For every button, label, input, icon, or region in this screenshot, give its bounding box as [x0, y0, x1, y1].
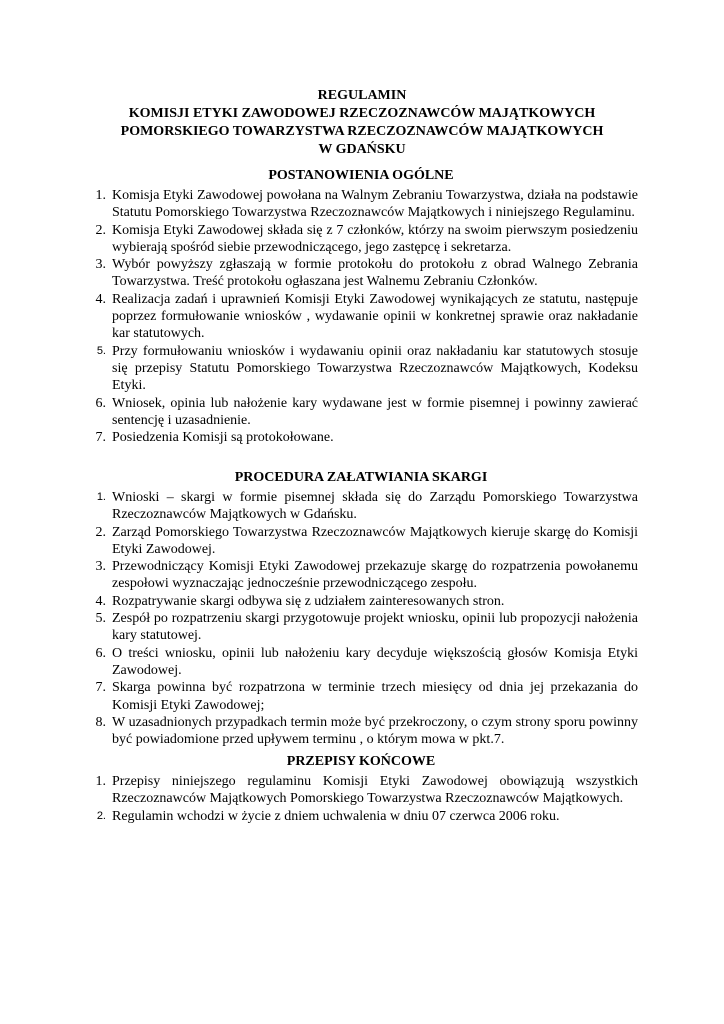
item-text: Przewodniczący Komisji Etyki Zawodowej przekazuje skargę do rozpatrzenia powołanemu zespołowi wyznaczając jednocześnie przewodniczącego zespołu.: [112, 559, 638, 592]
item-number: 2.: [95, 222, 106, 238]
item-text: Regulamin wchodzi w życie z dniem uchwalenia w dniu 07 czerwca 2006 roku.: [112, 808, 560, 824]
item-text: Wniosek, opinia lub nałożenie kary wydawane jest w formie pisemnej i powinny zawierać sentencję i uzasadnienie.: [112, 395, 638, 428]
item-number: 2.: [95, 524, 106, 540]
list-item: [84, 429, 638, 446]
section-heading: PRZEPISY KOŃCOWE: [286, 754, 436, 769]
list-item: [84, 395, 638, 430]
item-number: 7.: [95, 680, 106, 696]
section-general-provisions: [84, 167, 638, 446]
item-number: 1.: [96, 491, 106, 503]
title-line: POMORSKIEGO TOWARZYSTWA RZECZOZNAWCÓW MAJĄTKOWYCH: [120, 124, 604, 139]
section-final-provisions: [84, 753, 638, 825]
document-title: [0, 87, 724, 159]
list-item: [84, 558, 638, 593]
section-heading: POSTANOWIENIA OGÓLNE: [268, 168, 454, 183]
section-complaint-procedure: [84, 469, 638, 748]
item-number: 6.: [95, 395, 106, 411]
list-item: [84, 343, 638, 395]
list-item: [84, 773, 638, 808]
numbered-list: [84, 773, 638, 825]
list-item: [84, 291, 638, 343]
list-item: [84, 593, 638, 610]
list-item: [84, 714, 638, 749]
item-number: 3.: [95, 559, 106, 575]
list-item: [84, 187, 638, 222]
item-text: O treści wniosku, opinii lub nałożeniu kary decyduje większością głosów Komisja Etyki Zawodowej.: [112, 645, 638, 678]
numbered-list: [84, 489, 638, 748]
item-number: 7.: [95, 430, 106, 446]
item-number: 3.: [95, 257, 106, 273]
item-number: 4.: [95, 291, 106, 307]
numbered-list: [84, 187, 638, 446]
item-text: Wnioski – skargi w formie pisemnej składa się do Zarządu Pomorskiego Towarzystwa Rzeczoznawców Majątkowych w Gdańsku.: [112, 490, 638, 523]
item-number: 6.: [95, 645, 106, 661]
list-item: [84, 645, 638, 680]
list-item: [84, 524, 638, 559]
list-item: [84, 679, 638, 714]
item-text: Realizacja zadań i uprawnień Komisji Etyki Zawodowej wynikających ze statutu, następuje poprzez formułowanie wniosków , wydawanie opinii w konkretnej sprawie oraz nakładanie kar statutowych.: [112, 291, 638, 342]
item-text: Przepisy niniejszego regulaminu Komisji Etyki Zawodowej obowiązują wszystkich Rzeczoznawców Majątkowych Pomorskiego Towarzystwa Rzeczoznawców Majątkowych.: [112, 774, 638, 807]
list-item: [84, 489, 638, 524]
item-number: 4.: [95, 593, 106, 609]
item-text: Zarząd Pomorskiego Towarzystwa Rzeczoznawców Majątkowych kieruje skargę do Komisji Etyki Zawodowej.: [112, 524, 638, 557]
item-text: Posiedzenia Komisji są protokołowane.: [112, 430, 334, 446]
title-line: W GDAŃSKU: [318, 142, 406, 157]
item-text: Zespół po rozpatrzeniu skargi przygotowuje projekt wniosku, opinii lub propozycji nałożenia kary statutowej.: [112, 611, 638, 644]
item-text: Wybór powyższy zgłaszają w formie protokołu do protokołu z obrad Walnego Zebrania Towarzystwa. Treść protokołu ogłaszana jest Walnemu Zebraniu Członków.: [112, 257, 638, 290]
item-number: 8.: [95, 714, 106, 730]
list-item: [84, 610, 638, 645]
title-line: KOMISJI ETYKI ZAWODOWEJ RZECZOZNAWCÓW MAJĄTKOWYCH: [128, 106, 596, 121]
item-text: Komisja Etyki Zawodowej składa się z 7 członków, którzy na swoim pierwszym posiedzeniu wybierają spośród siebie przewodniczącego, jego zastępcę i sekretarza.: [112, 222, 638, 255]
item-text: Komisja Etyki Zawodowej powołana na Walnym Zebraniu Towarzystwa, działa na podstawie Statutu Pomorskiego Towarzystwa Rzeczoznawców Majątkowych i niniejszego Regulaminu.: [112, 188, 638, 221]
item-number: 2.: [96, 809, 106, 822]
item-number: 1.: [95, 774, 106, 789]
item-text: W uzasadnionych przypadkach termin może być przekroczony, o czym strony sporu powinny być powiadomione przed upływem terminu , o którym mowa w pkt.7.: [112, 714, 638, 748]
item-text: Przy formułowaniu wniosków i wydawaniu opinii oraz nakładaniu kar statutowych stosuje się przepisy Statutu Pomorskiego Towarzystwa Rzeczoznawców Majątkowych, Kodeksu Etyki.: [112, 343, 638, 394]
item-number: 1.: [95, 188, 106, 203]
section-heading: PROCEDURA ZAŁATWIANIA SKARGI: [234, 470, 488, 485]
item-number: 5.: [95, 611, 106, 627]
title-line: REGULAMIN: [317, 88, 407, 103]
list-item: [84, 808, 638, 825]
list-item: [84, 222, 638, 257]
item-text: Rozpatrywanie skargi odbywa się z udziałem zainteresowanych stron.: [112, 593, 505, 609]
item-text: Skarga powinna być rozpatrzona w terminie trzech miesięcy od dnia jej przekazania do Komisji Etyki Zawodowej;: [112, 680, 638, 713]
item-number: 5.: [96, 344, 106, 357]
list-item: [84, 256, 638, 291]
